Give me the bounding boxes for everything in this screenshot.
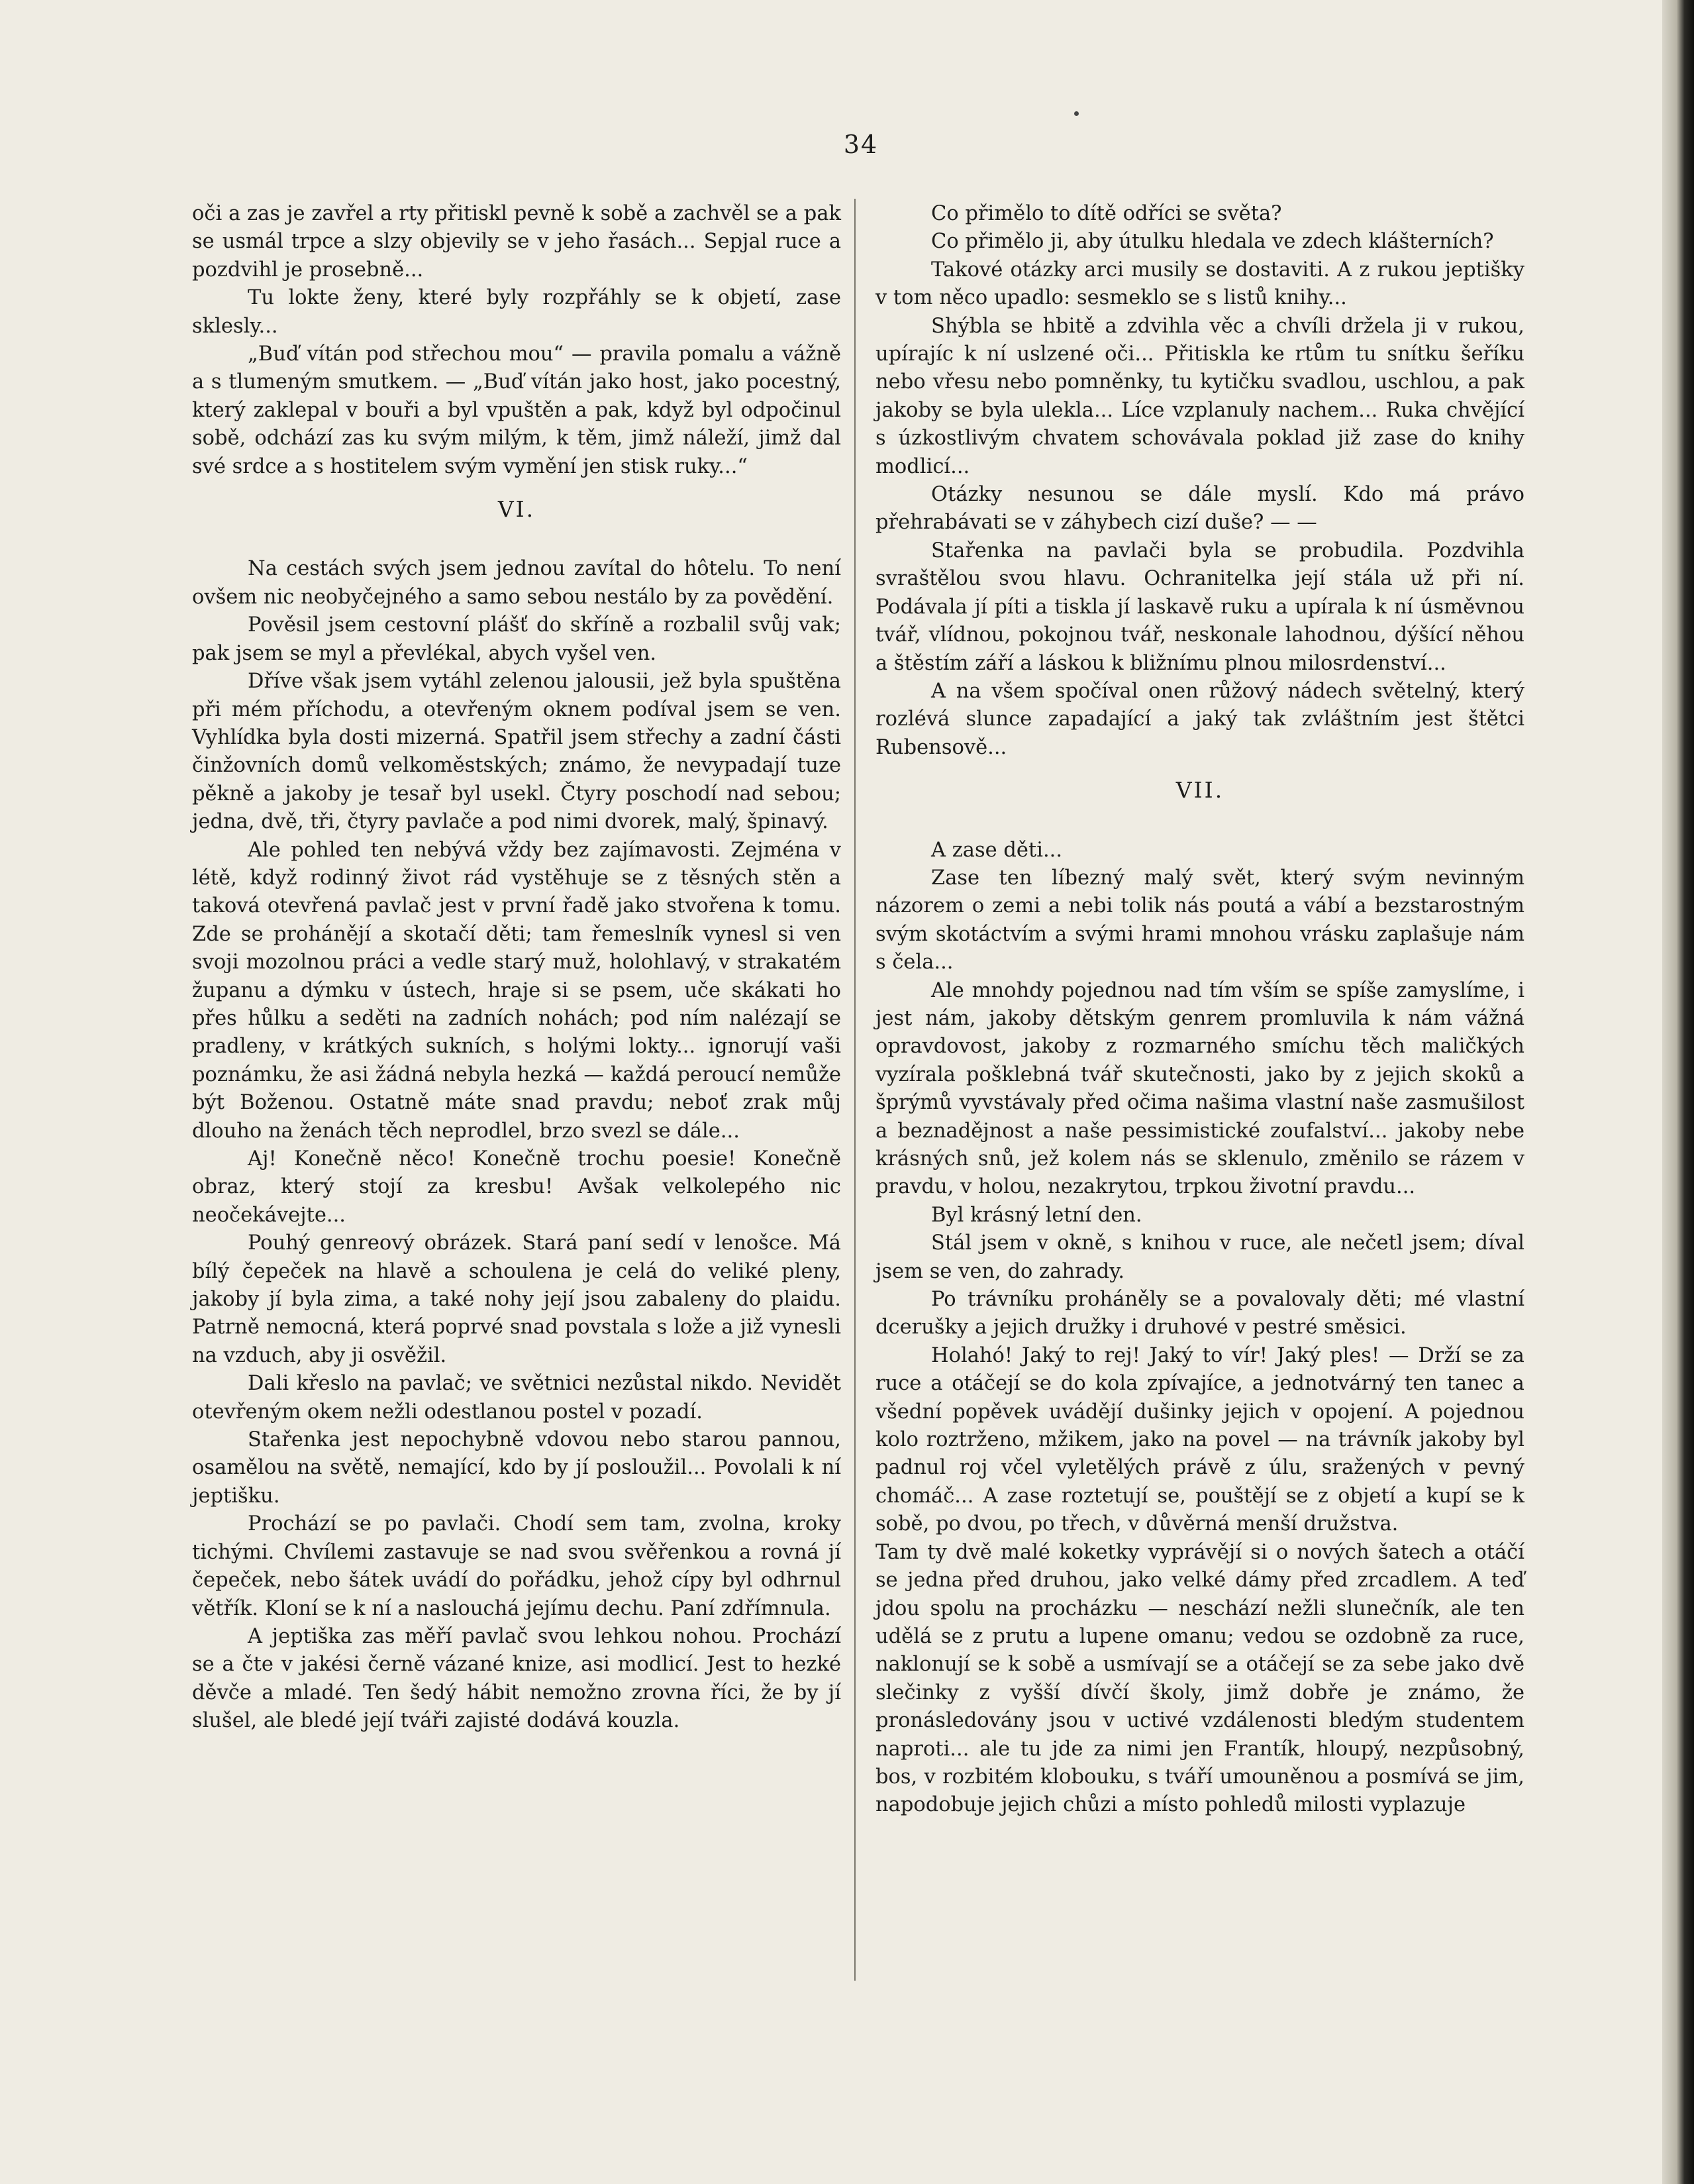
paragraph: Na cestách svých jsem jednou zavítal do hôtelu. To není ovšem nic neobyčejného a samo sebou nestálo by za povědění. [192,557,841,609]
paragraph: Byl krásný letní den. [931,1203,1142,1227]
paragraph: Pověsil jsem cestovní plášť do skříně a rozbalil svůj vak; pak jsem se myl a převlékal, abych vyšel ven. [192,613,841,665]
paragraph: Takové otázky arci musily se dostaviti. A z rukou jeptišky v tom něco upadlo: sesmeklo se s listů knihy... [875,258,1524,310]
paragraph: Holahó! Jaký to rej! Jaký to vír! Jaký ples! — Drží se za ruce a otáčejí se do kola zpívajíce, a jednotvárný ten tanec a všední popěvek uvádějí dušinky jejich v opojení. A pojednou kolo roztrženo, mžikem, jako na povel — na trávník jakoby byl padnul roj včel vyletělých právě z úlu, sražených v pevný chomáč... A zase roztetují se, pouštějí se z objetí a kupí se k sobě, po dvou, po třech, v důvěrná menší družstva. [875,1343,1524,1536]
paragraph: Ale mnohdy pojednou nad tím vším se spíše zamyslíme, i jest nám, jakoby dětským genrem promluvila k nám vážná opravdovost, jakoby z rozmarného smíchu těch maličkých vyzírala pošklebná tvář skutečnosti, jako by z jejich skoků a šprýmů vyvstávaly před očima našima vlastní naše zasmušilost a beznadějnost a naše pessimistické zoufalství... jakoby nebe krásných snů, jež kolem nás se sklenulo, změnilo se rázem v pravdu, v holou, nezakrytou, trpkou životní pravdu... [875,978,1524,1199]
paragraph: A zase děti... [931,838,1063,862]
paragraph: Zase ten líbezný malý svět, který svým nevinným názorem o zemi a nebi tolik nás poutá a vábí a bezstarostným svým skotáctvím a svými hrami mnohou vrásku zaplašuje nám s čela... [875,866,1524,974]
paragraph: A na všem spočíval onen růžový nádech světelný, který rozlévá slunce zapadající a jaký tak zvláštním jest štětci Rubensově... [875,679,1524,759]
paragraph: Shýbla se hbitě a zdvihla věc a chvíli držela ji v rukou, upírajíc k ní uslzené oči... Přitiskla ke rtům tu snítku šeříku nebo vřesu nebo pomněnky, tu kytičku svadlou, uschlou, a pak jakoby se byla ulekla... Líce vzplanuly nachem... Ruka chvějící s úzkostlivým chvatem schovávala poklad již zase do knihy modlicí... [875,314,1524,478]
column-divider [854,199,856,1981]
right-column [875,200,1524,1820]
paragraph: Co přimělo ji, aby útulku hledala ve zdech klášterních? [931,230,1494,254]
paragraph: A jeptiška zas měří pavlač svou lehkou nohou. Prochází se a čte v jakési černě vázané knize, asi modlicí. Jest to hezké děvče a mladé. Ten šedý hábit nemožno zrovna říci, že by jí slušel, ale bledé její tváři zajisté dodává kouzla. [192,1624,841,1733]
paragraph: Stál jsem v okně, s knihou v ruce, ale nečetl jsem; díval jsem se ven, do zahrady. [875,1231,1524,1283]
paragraph: oči a zas je zavřel a rty přitiskl pevně k sobě a zachvěl se a pak se usmál trpce a slzy objevily se v jeho řasách... Sepjal ruce a pozdvihl je prosebně... [192,202,841,282]
paragraph: Dali křeslo na pavlač; ve světnici nezůstal nikdo. Nevidět otevřeným okem nežli odestlanou postel v pozadí. [192,1372,841,1424]
section-heading: VI. [497,496,536,523]
paragraph: Ale pohled ten nebývá vždy bez zajímavosti. Zejména v létě, když rodinný život rád vystěhuje se z těsných stěn a taková otevřená pavlač jest v první řadě jako stvořena k tomu. Zde se prohánějí a skotačí děti; tam řemeslník vynesl si ven svoji mozolnou práci a vedle starý muž, holohlavý, v strakatém županu a dýmku v ústech, hraje si se psem, uče skákati ho přes hůlku a seděti na zadních nohách; pod ním nalézají se pradleny, v krátkých sukních, s holými lokty... ignorují vaši poznámku, že asi žádná nebyla hezká — každá peroucí nemůže být Boženou. Ostatně máte snad pravdu; neboť zrak můj dlouho na ženách těch neprodlel, brzo svezl se dále... [192,838,841,1143]
paragraph: „Buď vítán pod střechou mou“ — pravila pomalu a vážně a s tlumeným smutkem. — „Buď vítán jako host, jako pocestný, který zaklepal v bouři a byl vpuštěn a pak, když byl odpočinul sobě, odchází zas ku svým milým, k těm, jimž náleží, jimž dal své srdce a s hostitelem svým vymění jen stisk ruky...“ [192,342,841,478]
section-heading: VII. [1175,777,1224,804]
paragraph: Otázky nesunou se dále myslí. Kdo má právo přehrabávati se v záhybech cizí duše? — — [875,483,1524,535]
paragraph: Stařenka na pavlači byla se probudila. Pozdvihla svraštělou svou hlavu. Ochranitelka její stála už při ní. Podávala jí píti a tiskla jí laskavě ruku a upírala k ní úsměvnou tvář, vlídnou, pokojnou tvář, neskonale lahodnou, dýšící něhou a štěstím září a láskou k bližnímu plnou milosrdenství... [875,539,1524,675]
speck [1074,111,1079,116]
book-spine-shadow [1662,0,1694,2184]
paragraph: Co přimělo to dítě odříci se světa? [931,202,1282,225]
left-column [192,200,841,1736]
paragraph: Po trávníku proháněly se a povalovaly děti; mé vlastní dcerušky a jejich družky i druhové v pestré směsici. [875,1288,1524,1339]
paragraph: Tu lokte ženy, které byly rozpřáhly se k objetí, zase sklesly... [192,286,841,338]
paragraph: Pouhý genreový obrázek. Stará paní sedí v lenošce. Má bílý čepeček na hlavě a schoulena je celá do veliké pleny, jakoby jí byla zima, a také nohy její jsou zabaleny do plaidu. Patrně nemocná, která poprvé snad povstala s lože a již vynesli na vzduch, aby ji osvěžil. [192,1231,841,1367]
paragraph: Stařenka jest nepochybně vdovou nebo starou pannou, osamělou na světě, nemající, kdo by jí posloužil... Povolali k ní jeptišku. [192,1428,841,1508]
paragraph: Tam ty dvě malé koketky vyprávějí si o nových šatech a otáčí se jedna před druhou, jako velké dámy před zrcadlem. A teď jdou spolu na procházku — neschází nežli slunečník, ale ten udělá se z prutu a lupene omanu; vedou se ozdobně za ruce, naklonují se k sobě a usmívají se a otáčejí se za sebe jako dvě slečinky z vyšší dívčí školy, jimž dobře je známo, že pronásledovány jsou v uctivé vzdálenosti bledým studentem naproti... ale tu jde za nimi jen Frantík, hloupý, nezpůsobný, bos, v rozbitém klobouku, s tváří umouněnou a posmívá se jim, napodobuje jejich chůzi a místo pohledů milosti vyplazuje [875,1540,1524,1817]
paragraph: Prochází se po pavlači. Chodí sem tam, zvolna, kroky tichými. Chvílemi zastavuje se nad svou svěřenkou a rovná jí čepeček, nebo šátek uvádí do pořádku, jehož cípy byl odhrnul větřík. Kloní se k ní a naslouchá jejímu dechu. Paní zdřímnula. [192,1512,841,1620]
paragraph: Dříve však jsem vytáhl zelenou jalousii, jež byla spuštěna při mém příchodu, a otevřeným oknem podíval jsem se ven. Vyhlídka byla dosti mizerná. Spatřil jsem střechy a zadní části činžovních domů velkoměstských; známo, že nevypadají tuze pěkně a jakoby je tesař byl usekl. Čtyry poschodí nad sebou; jedna, dvě, tři, čtyry pavlače a pod nimi dvorek, malý, špinavý. [192,670,841,834]
paragraph: Aj! Konečně něco! Konečně trochu poesie! Konečně obraz, který stojí za kresbu! Avšak velkolepého nic neočekávejte... [192,1147,841,1227]
page-number: 34 [843,130,879,159]
